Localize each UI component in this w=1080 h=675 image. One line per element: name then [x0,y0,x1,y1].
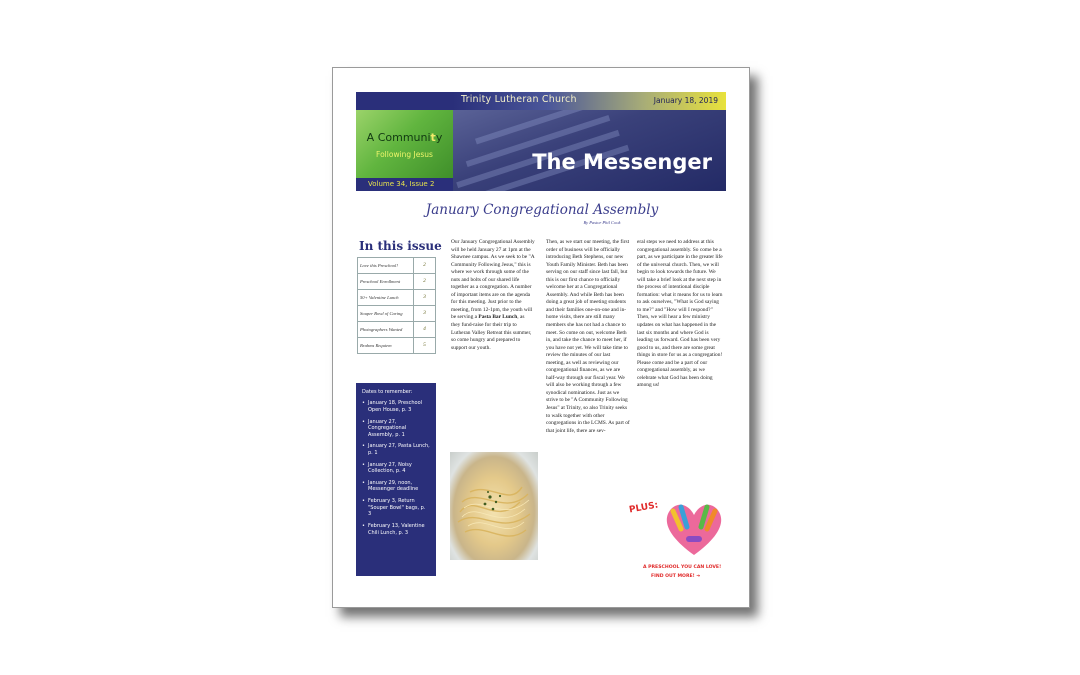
date-item: • February 3, Return "Souper Bowl" bags, p. 3 [362,498,430,517]
logo-subtagline: Following Jesus [376,150,433,159]
article-column-3: eral steps we need to address at this congregational assembly. So come be a part, as we participate in the greater life of the universal church. Then, we will begin to look towards the future. We will take a brief look at the next step in the process of intentional disciple formation: what it means for us to learn to ask ourselves, "What is God saying to me?" and "How will I respond?" Then, we will hear a few ministry updates on what has happened in the last six months and where God is leading us forward. God has been very good to us, and there are some great things in store for us as a congregation! Please come and be a part of our congregational assembly, as we celebrate what God has been doing among us! [637,239,723,389]
masthead-corner [356,92,453,110]
toc-label: Love this Preschool! [358,258,414,274]
painted-hands-heart-icon [659,499,729,559]
date-item: • January 27, Pasta Lunch, p. 1 [362,443,430,456]
in-this-issue-heading: In this issue [359,239,442,253]
toc-row [358,322,436,338]
pasta-lunch-highlight: Pasta Bar Lunch [478,314,518,321]
community-logo [356,110,453,178]
masthead-top-bar [453,92,726,110]
toc-page: 5 [414,338,436,354]
toc-row [358,338,436,354]
dates-to-remember-box [356,383,436,576]
toc-page: 2 [414,274,436,290]
date-item: • January 29, noon, Messenger deadline [362,480,430,493]
church-interior-photo [453,110,726,191]
toc-page: 3 [414,290,436,306]
logo-tagline: A Community [366,131,443,144]
church-name: Trinity Lutheran Church [461,94,577,105]
article-column-1: Our January Congregational Assembly will be held January 27 at 1pm at the Shawnee campus. As we seek to be "A Community Following Jesus," this is where we work through some of the nuts and bolts of our shared life together as a congregation. A number of important items are on the agenda for this meeting. Just prior to the meeting, from 12-1pm, the youth will be serving a Pasta Bar Lunch, as they fund-raise for their trip to Lutheran Valley Retreat this summer, so come hungry and prepared to support our youth. [451,239,535,351]
date-item: • January 27, Noisy Collection, p. 4 [362,462,430,475]
toc-label: Photographers Wanted [358,322,414,338]
newsletter-page [332,67,750,608]
toc-page: 2 [414,258,436,274]
toc-row [358,306,436,322]
date-item: • January 18, Preschool Open House, p. 3 [362,400,430,413]
date-item: • January 27, Congregational Assembly, p. 1 [362,419,430,438]
toc-label: Souper Bowl of Caring [358,306,414,322]
toc-row [358,274,436,290]
toc-page: 3 [414,306,436,322]
toc-row [358,258,436,274]
article-column-2: Then, as we start our meeting, the first order of business will be officially introducing Beth Stephens, our new Youth Family Minister. Beth has been serving on our staff since last fall, but this is our first chance to officially welcome her at a Congregational Assembly. And while Beth has been doing a great job of meeting students and their families one-on-one and in-home visits, there are still many members she has not had a chance to meet. So come on out, welcome Beth in, and take the chance to meet her, if you have not yet. We will take time to review the minutes of our last meeting, as well as reviewing our congregational finances, as we are half-way through our fiscal year. We will also be working through a few synodical nominations. Just as we strive to be "A Community Following Jesus" at Trinity, so also Trinity seeks to walk together with other congregations in the LCMS. As part of that joint life, there are sev- [546,239,630,434]
cross-icon: t [430,131,436,144]
masthead [356,92,726,191]
toc-label: Preschool Enrollment [358,274,414,290]
toc-page: 4 [414,322,436,338]
find-out-more-link[interactable]: FIND OUT MORE! ➔ [651,574,701,579]
table-of-contents [357,257,436,354]
dates-heading: Dates to remember: [362,389,413,395]
volume-issue: Volume 34, Issue 2 [356,178,453,191]
article-headline: January Congregational Assembly [425,202,659,218]
pasta-photo [450,452,538,560]
toc-label: 50+ Valentine Lunch [358,290,414,306]
toc-label: Brahms Requiem [358,338,414,354]
preschool-ad [621,495,739,595]
issue-date: January 18, 2019 [653,96,718,105]
ad-plus-label: PLUS: [628,500,660,516]
date-item: • February 13, Valentine Chili Lunch, p. 3 [362,523,430,536]
article-byline: By Pastor Phil Cook [583,220,621,225]
newsletter-title: The Messenger [532,150,712,174]
ad-headline: A PRESCHOOL YOU CAN LOVE! [643,565,722,570]
toc-row [358,290,436,306]
